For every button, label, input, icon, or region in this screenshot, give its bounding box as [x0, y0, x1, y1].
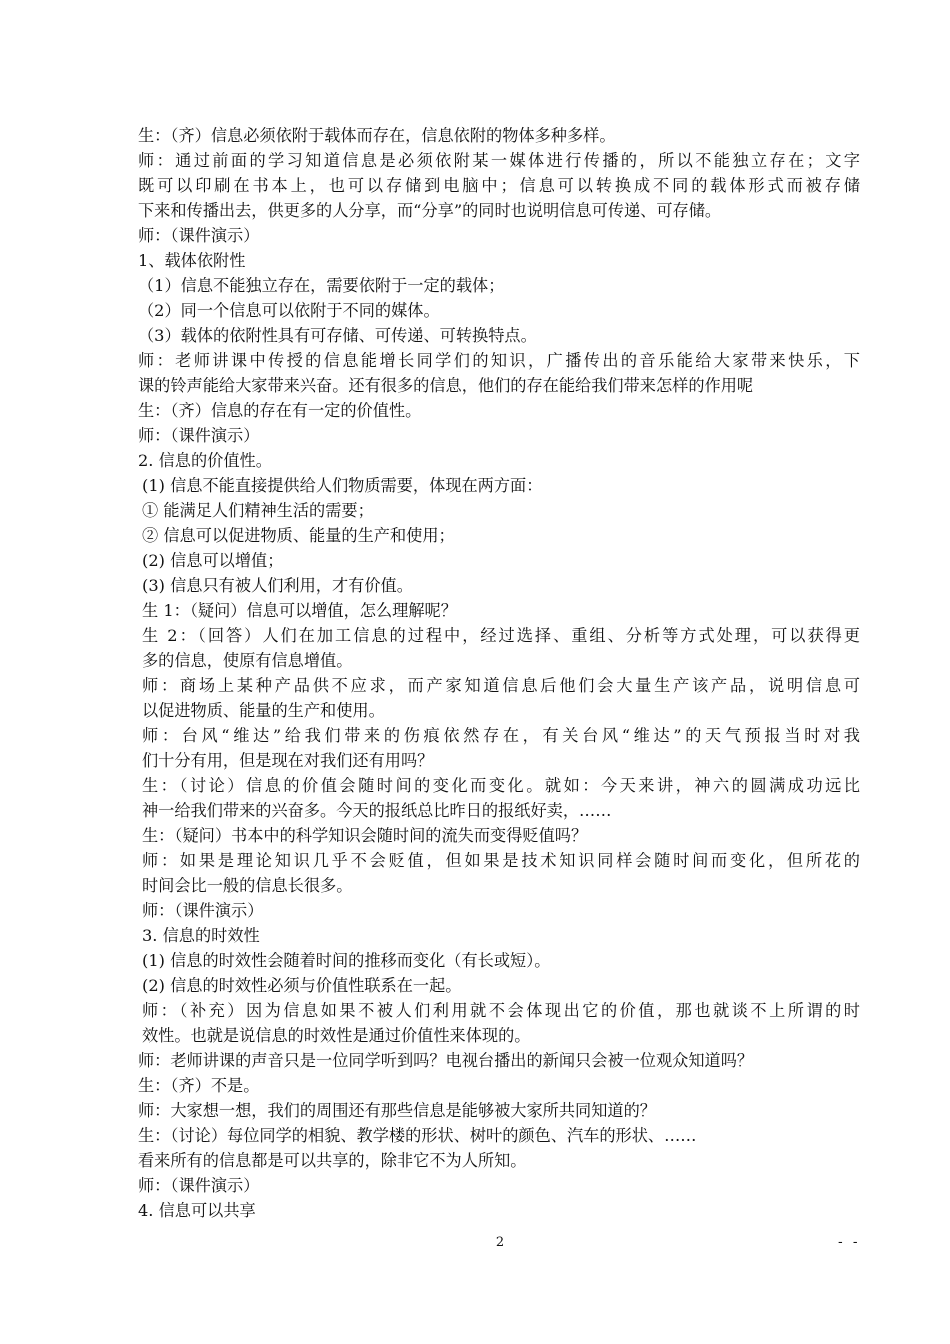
text-line: 生：（齐）信息必须依附于载体而存在，信息依附的物体多种多样。 — [138, 126, 616, 145]
text-line: 生：（讨论）每位同学的相貌、教学楼的形状、树叶的颜色、汽车的形状、…… — [138, 1126, 697, 1145]
text-line: 生 2：（回答）人们在加工信息的过程中，经过选择、重组、分析等方式处理，可以获得更 — [142, 626, 860, 645]
text-line: 看来所有的信息都是可以共享的，除非它不为人所知。 — [138, 1151, 527, 1170]
text-line: 师：（课件演示） — [138, 426, 260, 445]
page-number: 2 — [495, 1235, 505, 1250]
text-line: 效性。也就是说信息的时效性是通过价值性来体现的。 — [142, 1026, 531, 1045]
text-line: 生 1：（疑问）信息可以增值，怎么理解呢？ — [142, 601, 457, 620]
section-heading: 3. 信息的时效性 — [142, 926, 260, 945]
text-line: 师：大家想一想，我们的周围还有那些信息是能够被大家所共同知道的？ — [138, 1101, 656, 1120]
text-line: 神一给我们带来的兴奋多。今天的报纸总比昨日的报纸好卖，…… — [142, 801, 612, 820]
text-line: 时间会比一般的信息长很多。 — [142, 876, 353, 895]
footer-corner-mark: - - — [838, 1235, 861, 1250]
text-line: （3）载体的依附性具有可存储、可传递、可转换特点。 — [138, 326, 537, 345]
text-line: 下来和传播出去，供更多的人分享，而“分享”的同时也说明信息可传递、可存储。 — [138, 201, 722, 220]
text-line: 师：老师讲课的声音只是一位同学听到吗？电视台播出的新闻只会被一位观众知道吗？ — [138, 1051, 754, 1070]
text-line: 师：台风“维达”给我们带来的伤痕依然存在，有关台风“维达”的天气预报当时对我 — [142, 726, 860, 745]
text-line: (1) 信息的时效性会随着时间的推移而变化（有长或短）。 — [142, 951, 551, 970]
text-line: 生：（齐）信息的存在有一定的价值性。 — [138, 401, 422, 420]
text-line: 生：（讨论）信息的价值会随时间的变化而变化。就如：今天来讲，神六的圆满成功远比 — [142, 776, 860, 795]
text-line: 既可以印刷在书本上，也可以存储到电脑中；信息可以转换成不同的载体形式而被存储 — [138, 176, 860, 195]
text-line: （2）同一个信息可以依附于不同的媒体。 — [138, 301, 440, 320]
text-line: 师：通过前面的学习知道信息是必须依附某一媒体进行传播的，所以不能独立存在；文字 — [138, 151, 860, 170]
text-line: (1) 信息不能直接提供给人们物质需要，体现在两方面： — [142, 476, 543, 495]
text-line: 师：（补充）因为信息如果不被人们利用就不会体现出它的价值，那也就谈不上所谓的时 — [142, 1001, 860, 1020]
text-line: (3) 信息只有被人们利用，才有价值。 — [142, 576, 413, 595]
text-line: ② 信息可以促进物质、能量的生产和使用； — [142, 526, 455, 545]
text-line: 多的信息，使原有信息增值。 — [142, 651, 353, 670]
text-line: ① 能满足人们精神生活的需要； — [142, 501, 374, 520]
section-heading: 4. 信息可以共享 — [138, 1201, 256, 1220]
text-line: 以促进物质、能量的生产和使用。 — [142, 701, 385, 720]
section-heading: 1、载体依附性 — [138, 251, 246, 270]
text-line: （1）信息不能独立存在，需要依附于一定的载体； — [138, 276, 505, 295]
text-line: 师：商场上某种产品供不应求，而产家知道信息后他们会大量生产该产品，说明信息可 — [142, 676, 860, 695]
text-line: 师：如果是理论知识几乎不会贬值，但如果是技术知识同样会随时间而变化，但所花的 — [142, 851, 860, 870]
text-line: 们十分有用，但是现在对我们还有用吗？ — [142, 751, 434, 770]
text-line: 师：（课件演示） — [138, 226, 260, 245]
section-heading: 2. 信息的价值性。 — [138, 451, 272, 470]
text-line: 师：（课件演示） — [138, 1176, 260, 1195]
text-line: (2) 信息的时效性必须与价值性联系在一起。 — [142, 976, 462, 995]
text-line: 师：（课件演示） — [142, 901, 264, 920]
text-line: 师：老师讲课中传授的信息能增长同学们的知识，广播传出的音乐能给大家带来快乐，下 — [138, 351, 860, 370]
text-line: 生：（疑问）书本中的科学知识会随时间的流失而变得贬值吗？ — [142, 826, 588, 845]
text-line: (2) 信息可以增值； — [142, 551, 284, 570]
text-line: 生：（齐）不是。 — [138, 1076, 260, 1095]
text-line: 课的铃声能给大家带来兴奋。还有很多的信息，他们的存在能给我们带来怎样的作用呢 — [138, 376, 754, 395]
